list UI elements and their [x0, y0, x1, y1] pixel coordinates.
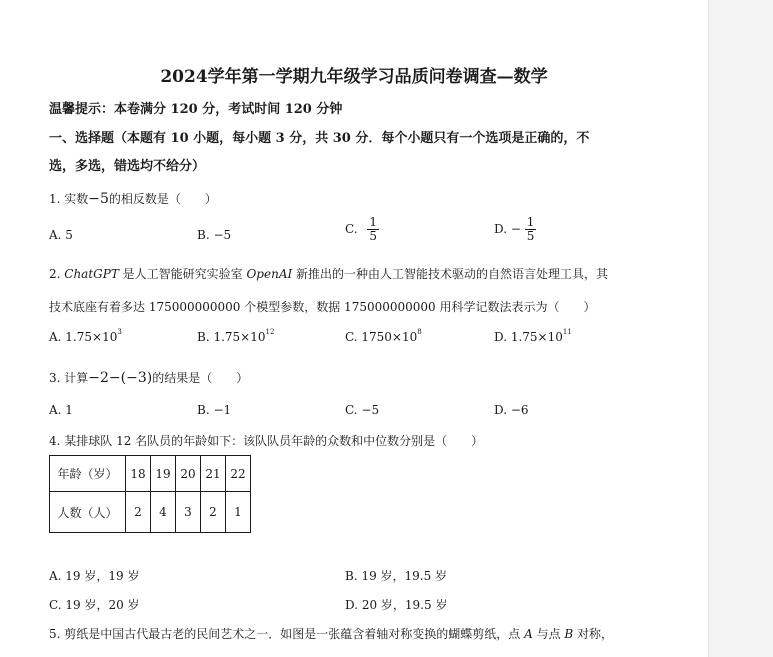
age-cell: 21: [201, 456, 226, 492]
q2-mid: 是人工智能研究实验室: [118, 267, 247, 281]
q4-option-a: A. 19 岁，19 岁: [49, 569, 140, 583]
count-header-cell: 人数（人）: [50, 492, 126, 533]
table-row-ages: [50, 456, 251, 492]
q2-b-exponent: 12: [265, 328, 275, 336]
q1-d-denominator: 5: [526, 229, 535, 243]
q2-c-exponent: 8: [417, 328, 422, 336]
q5-prefix: 5. 剪纸是中国古代最古老的民间艺术之一．如图是一张蕴含着轴对称变换的蝴蝶剪纸，点: [49, 627, 525, 641]
age-cell: 18: [126, 456, 151, 492]
q1-option-a: A. 5: [49, 228, 73, 242]
q4-option-d: D. 20 岁，19.5 岁: [345, 598, 448, 612]
q5-point-a: A: [524, 627, 533, 641]
age-cell: 20: [176, 456, 201, 492]
q3-suffix: 的结果是（ ）: [152, 371, 249, 385]
question-1-stem: [49, 190, 217, 207]
q2-option-c: [345, 330, 422, 344]
warm-tip: 温馨提示：本卷满分 120 分，考试时间 120 分钟: [49, 102, 343, 117]
table-row-counts: [50, 492, 251, 533]
count-cell: 1: [226, 492, 251, 533]
question-4-stem: 4. 某排球队 12 名队员的年龄如下：该队队员年龄的众数和中位数分别是（ ）: [49, 434, 484, 448]
q2-a-base: A. 1.75×10: [49, 330, 118, 344]
q1-option-b: B. −5: [197, 228, 232, 242]
q1-d-fraction: [525, 216, 537, 243]
q1-prefix: 1. 实数: [49, 192, 89, 206]
age-table: [49, 455, 251, 533]
q5-point-b: B: [564, 627, 574, 641]
count-cell: 2: [201, 492, 226, 533]
q3-prefix: 3. 计算: [49, 371, 89, 385]
q2-b-base: B. 1.75×10: [197, 330, 266, 344]
count-cell: 2: [126, 492, 151, 533]
q3-option-b: B. −1: [197, 403, 232, 417]
q3-option-a: A. 1: [49, 403, 73, 417]
q3-option-d: D. −6: [494, 403, 529, 417]
q2-option-b: [197, 330, 274, 344]
q5-mid: 与点: [532, 627, 565, 641]
q1-c-numerator: 1: [369, 215, 378, 229]
q1-option-c: [345, 216, 379, 243]
q1-c-label: C.: [345, 222, 358, 236]
q2-option-a: [49, 330, 122, 344]
q2-suffix: 新推出的一种由人工智能技术驱动的自然语言处理工具，其: [292, 267, 609, 281]
age-cell: 22: [226, 456, 251, 492]
q1-value: −5: [88, 191, 109, 207]
q1-c-fraction: [367, 216, 379, 243]
q2-option-d: [494, 330, 572, 344]
q3-option-c: C. −5: [345, 403, 380, 417]
section-heading-line1: 一、选择题（本题有 10 小题，每小题 3 分，共 30 分．每个小题只有一个选项是正确的，不: [49, 131, 590, 146]
q2-d-exponent: 11: [562, 328, 572, 336]
section-heading-line2: 选，多选，错选均不给分）: [49, 159, 206, 174]
question-2-line2: 技术底座有着多达 175000000000 个模型参数，数据 175000000000 用科学记数法表示为（ ）: [49, 300, 596, 314]
age-cell: 19: [151, 456, 176, 492]
question-5-stem: [49, 625, 613, 642]
viewer-gutter: [708, 0, 773, 657]
q2-d-base: D. 1.75×10: [494, 330, 563, 344]
q2-prefix: 2.: [49, 267, 65, 281]
count-cell: 3: [176, 492, 201, 533]
q2-openai: OpenAI: [246, 267, 293, 281]
q4-option-b: B. 19 岁，19.5 岁: [345, 569, 448, 583]
q1-option-d: [494, 216, 536, 243]
q1-d-label: D. −: [494, 222, 521, 236]
q1-d-numerator: 1: [526, 215, 535, 229]
q1-suffix: 的相反数是（ ）: [108, 192, 217, 206]
age-header-cell: 年龄（岁）: [50, 456, 126, 492]
count-cell: 4: [151, 492, 176, 533]
q4-option-c: C. 19 岁，20 岁: [49, 598, 140, 612]
q3-expression: −2−(−3): [88, 370, 153, 386]
q2-a-exponent: 3: [117, 328, 122, 336]
question-3-stem: [49, 369, 248, 386]
page-title: 2024学年第一学期九年级学习品质问卷调查—数学: [160, 67, 548, 87]
q5-suffix: 对称，: [573, 627, 614, 641]
question-2-line1: [49, 265, 608, 282]
q2-c-base: C. 1750×10: [345, 330, 418, 344]
q1-c-denominator: 5: [369, 229, 378, 243]
q2-chatgpt: ChatGPT: [64, 267, 119, 281]
